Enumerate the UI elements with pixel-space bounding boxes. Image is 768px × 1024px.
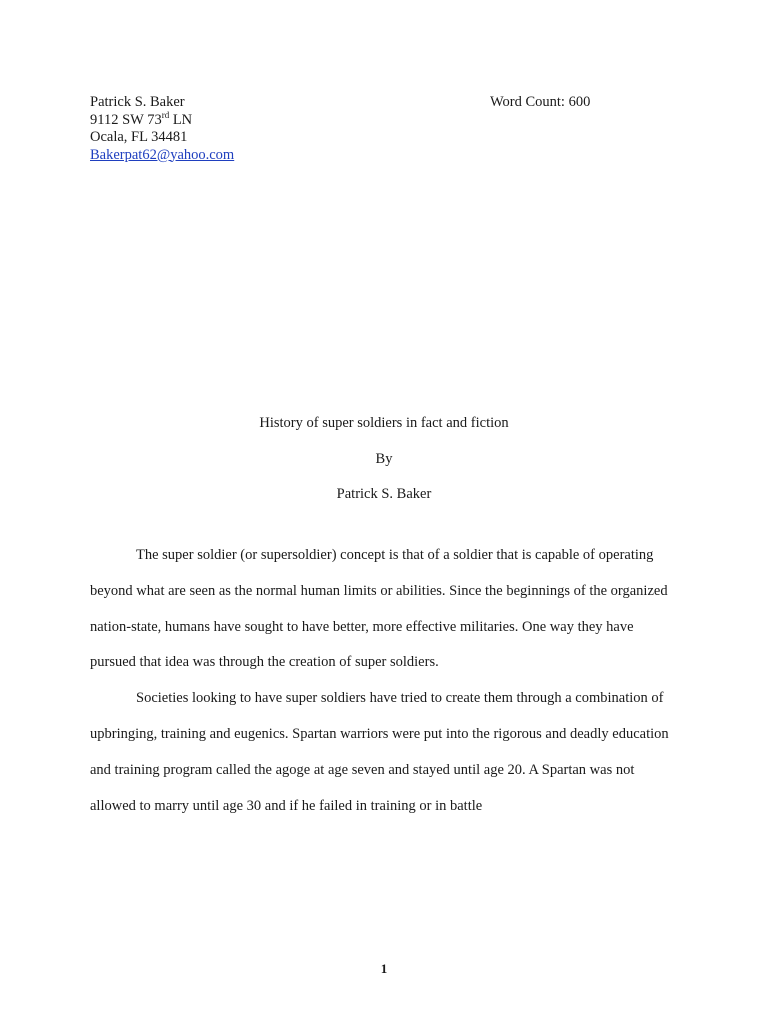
paragraph-1: The super soldier (or supersoldier) concept is that of a soldier that is capable of operating beyond what are seen as the normal human limits or abilities. Since the beginnings of the organized nation-state, humans have sought to have better, more effective militaries. One way they have pursued that idea was through the creation of super soldiers. (90, 547, 668, 671)
author-name: Patrick S. Baker (90, 94, 185, 110)
word-count: Word Count: 600 (490, 94, 591, 110)
paragraph-2: Societies looking to have super soldiers have tried to create them through a combination of upbringing, training and eugenics. Spartan warriors were put into the rigorous and deadly education and training program called the agoge at age seven and stayed until age 20. A Spartan was not allowed to marry until age 30 and if he failed in training or in battle (90, 690, 669, 814)
street-address-ordinal: rd (161, 109, 170, 120)
document-title: History of super soldiers in fact and fiction (259, 415, 509, 431)
street-address (90, 109, 234, 130)
byline-by: By (375, 451, 393, 467)
page-number: 1 (380, 961, 388, 976)
city-state-zip: Ocala, FL 34481 (90, 129, 188, 145)
street-address-number: 9112 SW 73 (90, 111, 162, 128)
email-link[interactable]: Bakerpat62@yahoo.com (90, 146, 235, 163)
byline-author: Patrick S. Baker (336, 486, 432, 502)
street-address-suffix: LN (169, 111, 193, 128)
author-contact-block (90, 94, 234, 164)
body-text (90, 538, 680, 824)
